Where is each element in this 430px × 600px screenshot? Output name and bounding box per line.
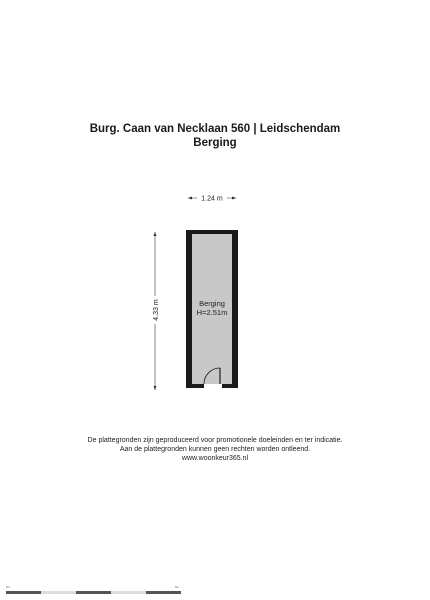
disclaimer-line-2: Aan de plattegronden kunnen geen rechten worden ontleend.: [119, 446, 311, 453]
scale-segment: [6, 591, 41, 594]
scale-label-start: 0m: [6, 585, 11, 589]
scale-bar: [6, 591, 181, 594]
disclaimer-line-1: De plattegronden zijn geproduceerd voor promotionele doeleinden en ter indicatie.: [87, 437, 343, 444]
width-dimension: [188, 193, 236, 203]
room-name: Berging: [199, 299, 225, 308]
width-label: 1.24 m: [201, 195, 223, 203]
door-opening: [204, 384, 222, 389]
scale-label-end: 5m: [175, 585, 180, 589]
room-berging: [186, 230, 238, 389]
disclaimer-website: www.woonkeur365.nl: [181, 455, 249, 462]
scale-segment: [76, 591, 111, 594]
scale-segment: [41, 591, 76, 594]
plan-address-title: Burg. Caan van Necklaan 560 | Leidschendam: [89, 123, 341, 135]
length-label: 4.33 m: [153, 299, 160, 321]
length-dimension: [150, 232, 160, 390]
scale-segment: [111, 591, 146, 594]
room-height: H=2.51m: [196, 308, 228, 317]
scale-segment: [146, 591, 181, 594]
plan-floor-title: Berging: [193, 137, 237, 149]
